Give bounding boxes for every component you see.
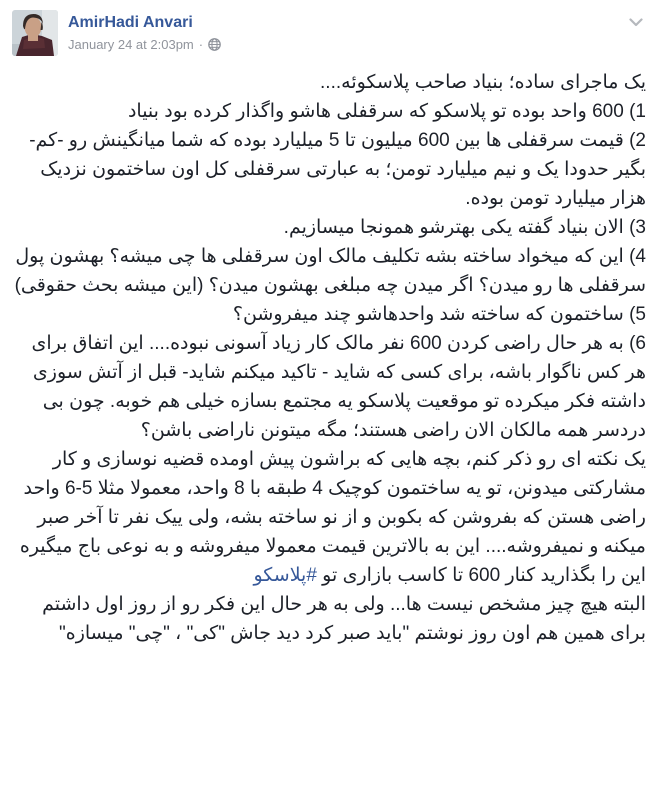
post-paragraph: یک نکته ای رو ذکر کنم، بچه هایی که براشون پیش اومده قضیه نوسازی و کار مشارکتی میدونن، تو یه ساختمون کوچیک 4 طبقه با 8 واحد، معمولا مثلا 5-6 واحد راضی هستن که بفروشن که بکوبن و از نو ساخته بشه، ولی ییک نفر تا آخر صبر میکنه و نمیفروشه.... این به بالاترین قیمت معمولا میفروشه و به نوعی باج میگیره: [19, 449, 646, 557]
post-paragraph: 1) 600 واحد بوده تو پلاسکو که سرقفلی هاشو واگذار کرده بود بنیاد: [127, 101, 646, 122]
post-paragraph: 2) قیمت سرقفلی ها بین 600 میلیون تا 5 میلیارد بوده که شما میانگینش رو -کم- بگیر حدودا یک و نیم میلیارد تومن؛ به عبارتی سرقفلی کل اون ساختمون نزدیک هزار میلیارد تومن بوده.: [29, 130, 646, 209]
post-paragraph: این را بگذارید کنار 600 تا کاسب بازاری تو #پلاسکو: [253, 565, 646, 586]
avatar[interactable]: [12, 10, 58, 56]
post-paragraph: یک ماجرای ساده؛ بنیاد صاحب پلاسکوئه....: [320, 72, 646, 93]
hashtag-link[interactable]: #پلاسکو: [253, 565, 317, 586]
post-paragraph: البته هیچ چیز مشخص نیست ها... ولی به هر حال این فکر رو از روز اول داشتم برای همین هم اون روز نوشتم "باید صبر کرد دید جاش "کی" ، "چی" میسازه": [42, 594, 646, 644]
post-options-button[interactable]: [626, 12, 646, 32]
timestamp-link[interactable]: January 24 at 2:03pm: [68, 37, 194, 52]
chevron-down-icon: [629, 18, 643, 27]
post-paragraph: 4) این که میخواد ساخته بشه تکلیف مالک اون سرقفلی ها چی میشه؟ بهشون پول سرقفلی ها رو میدن؟ اگر میدن چه مبلغی بهشون میدن؟ (این میشه بحث حقوقی): [14, 246, 646, 296]
globe-icon: [208, 38, 221, 51]
post-meta: [68, 37, 221, 52]
post-header: [0, 0, 662, 60]
author-name-link[interactable]: AmirHadi Anvari: [68, 14, 193, 31]
post-paragraph: 6) به هر حال راضی کردن 600 نفر مالک کار زیاد آسونی نبوده.... این اتفاق برای هر کس ناگوار باشه، برای کسی که شاید - تاکید میکنم شاید- قبل از آتش سوزی داشته فکر میکرده تو موقعیت پلاسکو یه مجتمع بسازه خیلی هم خوبه. چون بی دردسر همه مالکان الان راضی هستند؛ مگه میتونن ناراضی باشن؟: [31, 333, 646, 441]
post-text: [0, 60, 662, 664]
post-paragraph: 3) الان بنیاد گفته یکی بهترشو همونجا میسازیم.: [283, 217, 646, 238]
post-paragraph: 5) ساختمون که ساخته شد واحدهاشو چند میفروشن؟: [232, 304, 646, 325]
meta-separator: ·: [198, 37, 204, 52]
avatar-image: [12, 10, 58, 56]
post-header-text: [68, 10, 221, 52]
